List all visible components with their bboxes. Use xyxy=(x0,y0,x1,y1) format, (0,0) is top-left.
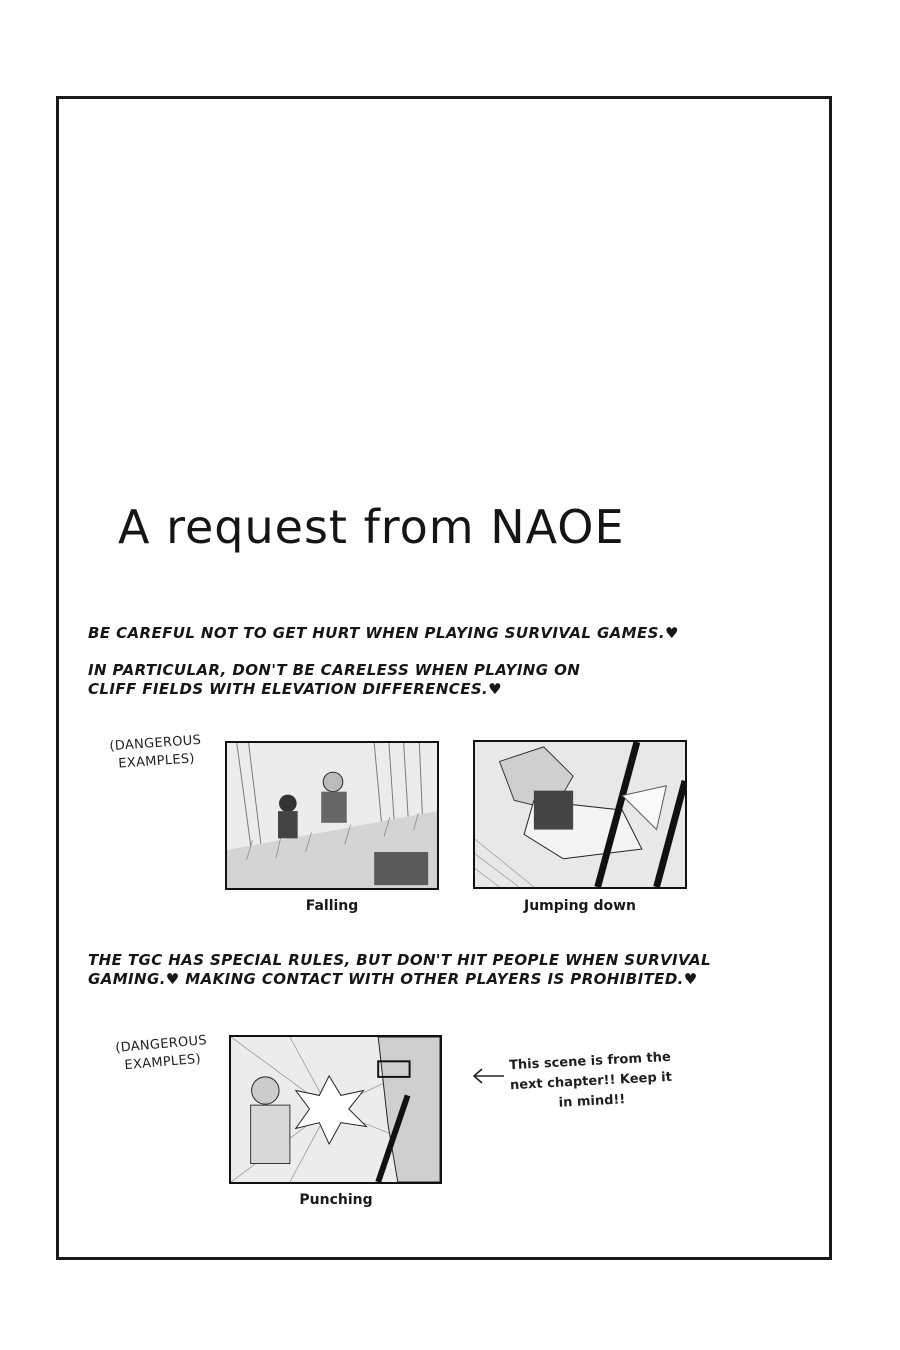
dangerous-examples-note: (DANGEROUS EXAMPLES) xyxy=(109,732,202,772)
page-title: A request from NAOE xyxy=(118,500,625,554)
falling-panel-image xyxy=(225,741,439,890)
warning-cliff-text: IN PARTICULAR, DON'T BE CARELESS WHEN PLAYING ON CLIFF FIELDS WITH ELEVATION DIFFERENCES.♥ xyxy=(88,661,581,698)
next-chapter-note: This scene is from the next chapter!! Keep it in mind!! xyxy=(508,1049,673,1111)
jumping-caption: Jumping down xyxy=(524,898,636,914)
punching-panel-image xyxy=(229,1035,442,1184)
left-arrow-icon xyxy=(470,1066,506,1086)
jumping-panel-image xyxy=(473,740,687,889)
dangerous-examples-note: (DANGEROUS EXAMPLES) xyxy=(114,1033,208,1074)
punching-caption: Punching xyxy=(299,1192,373,1208)
warning-rules-text: THE TGC HAS SPECIAL RULES, BUT DON'T HIT PEOPLE WHEN SURVIVAL GAMING.♥ MAKING CONTACT WITH OTHER PLAYERS IS PROHIBITED.♥ xyxy=(88,951,711,988)
falling-caption: Falling xyxy=(305,898,359,914)
warning-careful-text: BE CAREFUL NOT TO GET HURT WHEN PLAYING SURVIVAL GAMES.♥ xyxy=(88,624,679,642)
